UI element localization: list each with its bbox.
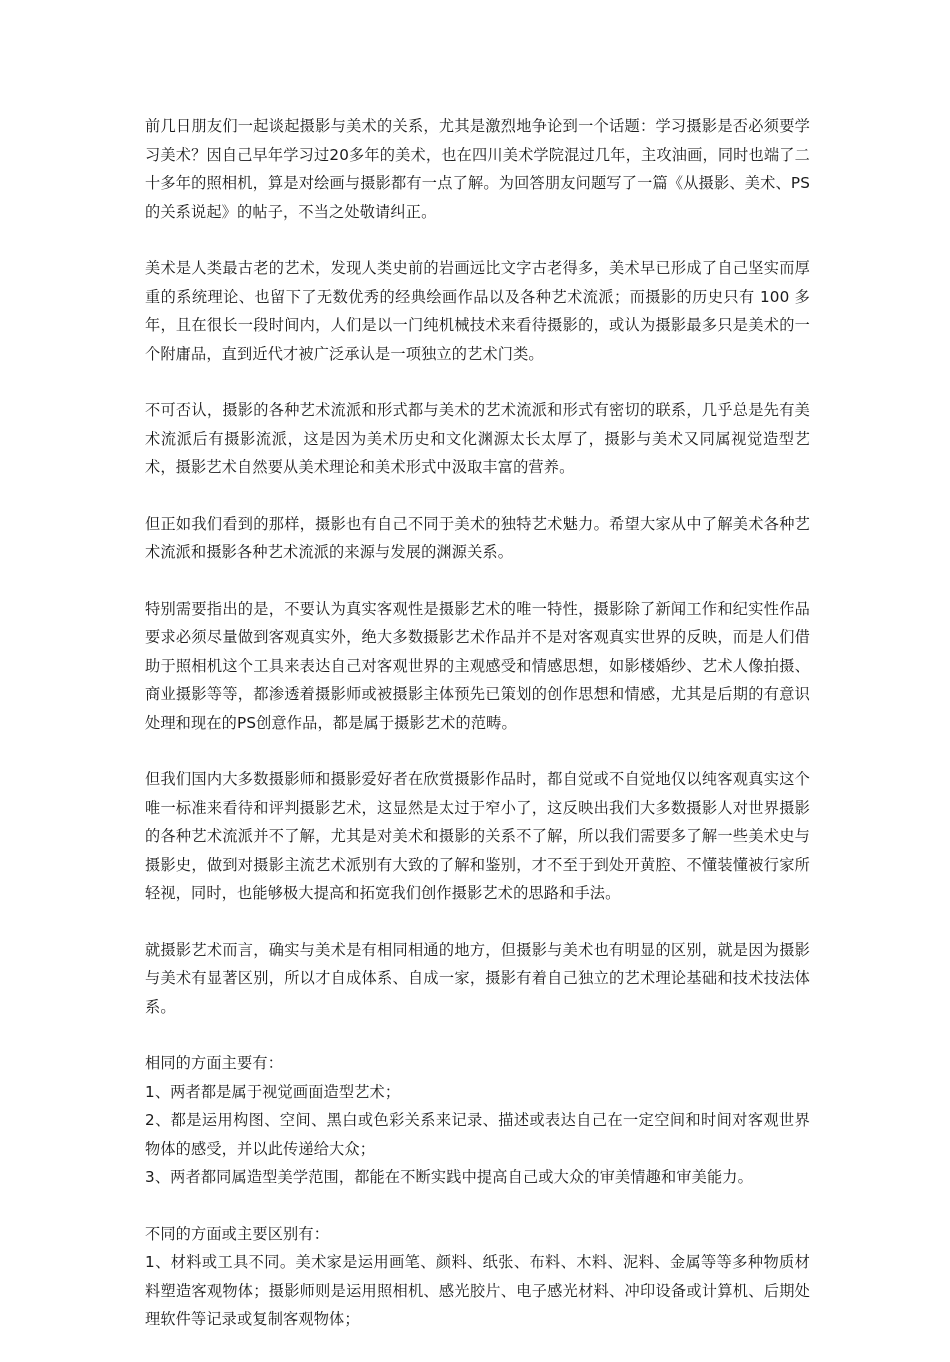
paragraph-distinction: 就摄影艺术而言，确实与美术是有相同相通的地方，但摄影与美术也有明显的区别，就是因为摄影与美术有显著区别，所以才自成体系、自成一家，摄影有着自己独立的艺术理论基础和技术技法体系。 xyxy=(145,940,810,1016)
similarity-item: 3、两者都同属造型美学范围，都能在不断实践中提高自己或大众的审美情趣和审美能力。 xyxy=(145,1168,753,1186)
differences-section xyxy=(145,1220,810,1334)
difference-item: 1、材料或工具不同。美术家是运用画笔、颜料、纸张、布料、木料、泥料、金属等等多种物质材料塑造客观物体；摄影师则是运用照相机、感光胶片、电子感光材料、冲印设备或计算机、后期处理软件等记录或复制客观物体； xyxy=(145,1253,810,1328)
similarity-item: 2、都是运用构图、空间、黑白或色彩关系来记录、描述或表达自己在一定空间和时间对客观世界物体的感受，并以此传递给大众； xyxy=(145,1111,810,1158)
paragraph-unique-charm: 但正如我们看到的那样，摄影也有自己不同于美术的独特艺术魅力。希望大家从中了解美术各种艺术流派和摄影各种艺术流派的来源与发展的渊源关系。 xyxy=(145,514,810,561)
paragraph-domestic-view: 但我们国内大多数摄影师和摄影爱好者在欣赏摄影作品时，都自觉或不自觉地仅以纯客观真实这个唯一标准来看待和评判摄影艺术，这显然是太过于窄小了，这反映出我们大多数摄影人对世界摄影的各种艺术流派并不了解，尤其是对美术和摄影的关系不了解，所以我们需要多了解一些美术史与摄影史，做到对摄影主流艺术派别有大致的了解和鉴别，才不至于到处开黄腔、不懂装懂被行家所轻视，同时，也能够极大提高和拓宽我们创作摄影艺术的思路和手法。 xyxy=(145,770,810,902)
paragraph-art-history: 美术是人类最古老的艺术，发现人类史前的岩画远比文字古老得多，美术早已形成了自己坚实而厚重的系统理论、也留下了无数优秀的经典绘画作品以及各种艺术流派；而摄影的历史只有 100 多年，且在很长一段时间内，人们是以一门纯机械技术来看待摄影的，或认为摄影最多只是美术的一个附庸品，直到近代才被广泛承认是一项独立的艺术门类。 xyxy=(145,259,810,363)
similarity-item: 1、两者都是属于视觉画面造型艺术； xyxy=(145,1082,401,1101)
similarities-heading: 相同的方面主要有： xyxy=(145,1054,284,1072)
paragraph-objectivity: 特别需要指出的是，不要认为真实客观性是摄影艺术的唯一特性，摄影除了新闻工作和纪实性作品要求必须尽量做到客观真实外，绝大多数摄影艺术作品并不是对客观真实世界的反映，而是人们借助于照相机这个工具来表达自己对客观世界的主观感受和情感思想，如影楼婚纱、艺术人像拍摄、商业摄影等等，都渗透着摄影师或被摄影主体预先已策划的创作思想和情感，尤其是后期的有意识处理和现在的PS创意作品，都是属于摄影艺术的范畴。 xyxy=(145,599,810,732)
paragraph-intro: 前几日朋友们一起谈起摄影与美术的关系，尤其是激烈地争论到一个话题：学习摄影是否必须要学习美术？因自己早年学习过20多年的美术，也在四川美术学院混过几年，主攻油画，同时也端了二十多年的照相机，算是对绘画与摄影都有一点了解。为回答朋友问题写了一篇《从摄影、美术、PS的关系说起》的帖子，不当之处敬请纠正。 xyxy=(145,117,810,221)
similarities-section xyxy=(145,1049,810,1192)
differences-heading: 不同的方面或主要区别有： xyxy=(145,1224,330,1243)
paragraph-relationship: 不可否认，摄影的各种艺术流派和形式都与美术的艺术流派和形式有密切的联系，几乎总是先有美术流派后有摄影流派，这是因为美术历史和文化渊源太长太厚了，摄影与美术又同属视觉造型艺术，摄影艺术自然要从美术理论和美术形式中汲取丰富的营养。 xyxy=(145,401,810,476)
document-body xyxy=(145,112,810,1362)
